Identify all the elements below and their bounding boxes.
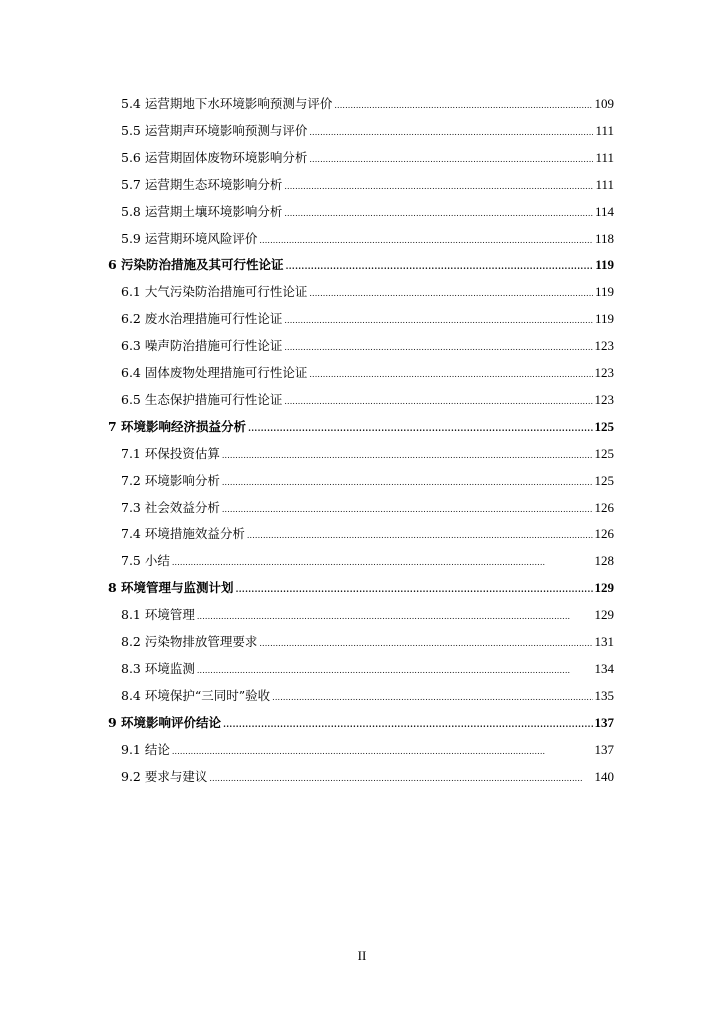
toc-entry-page-number: 123 (594, 338, 614, 354)
toc-entry-title: 5.8 运营期土壤环境影响分析 (121, 203, 283, 219)
toc-entry-page-number: 125 (594, 418, 614, 434)
toc-dot-leader (222, 473, 593, 491)
toc-entry-page-number: 114 (594, 203, 614, 219)
toc-entry-page-number: 128 (594, 553, 614, 569)
toc-section-entry[interactable] (121, 526, 614, 544)
toc-entry-title: 8 环境管理与监测计划 (108, 580, 234, 596)
toc-entry-title: 7.2 环境影响分析 (121, 472, 220, 488)
toc-entry-title: 5.4 运营期地下水环境影响预测与评价 (121, 96, 333, 111)
toc-entry-page-number: 119 (595, 257, 614, 273)
toc-dot-leader (284, 177, 593, 195)
toc-dot-leader (172, 553, 593, 571)
toc-section-entry[interactable] (121, 284, 614, 302)
toc-entry-page-number: 137 (594, 714, 614, 730)
toc-dot-leader (309, 150, 593, 168)
toc-entry-title: 8.1 环境管理 (121, 607, 195, 623)
toc-section-entry[interactable] (121, 742, 614, 760)
toc-dot-leader (222, 446, 593, 464)
toc-entry-title: 8.3 环境监测 (121, 660, 195, 676)
toc-entry-title: 7 环境影响经济损益分析 (108, 418, 247, 434)
toc-section-entry[interactable] (121, 661, 614, 679)
toc-entry-page-number: 126 (594, 499, 614, 515)
toc-dot-leader (209, 769, 592, 787)
toc-entry-title: 5.5 运营期声环境影响预测与评价 (121, 122, 308, 138)
toc-section-entry[interactable] (121, 365, 614, 383)
toc-section-entry[interactable] (121, 446, 614, 464)
toc-section-entry[interactable] (121, 123, 614, 141)
toc-entry-title: 6.2 废水治理措施可行性论证 (121, 311, 283, 327)
toc-dot-leader (222, 500, 593, 518)
toc-entry-page-number: 118 (594, 230, 614, 246)
toc-entry-title: 7.5 小结 (121, 553, 170, 569)
toc-entry-page-number: 119 (594, 284, 614, 300)
toc-entry-title: 7.4 环境措施效益分析 (121, 526, 245, 542)
toc-entry-title: 6 污染防治措施及其可行性论证 (108, 257, 284, 273)
toc-dot-leader (284, 311, 593, 329)
toc-chapter-entry[interactable] (108, 715, 614, 732)
toc-section-entry[interactable] (121, 688, 614, 706)
toc-dot-leader (286, 257, 594, 274)
toc-dot-leader (284, 338, 592, 356)
toc-entry-page-number: 131 (594, 634, 614, 649)
toc-dot-leader (172, 742, 593, 760)
toc-dot-leader (197, 607, 593, 625)
toc-dot-leader (309, 284, 593, 302)
page-number: II (357, 948, 367, 963)
toc-entry-page-number: 137 (594, 741, 614, 757)
toc-entry-title: 9.2 要求与建议 (121, 768, 208, 784)
toc-dot-leader (197, 661, 593, 679)
toc-entry-page-number: 111 (595, 176, 614, 192)
toc-entry-page-number: 123 (594, 391, 614, 407)
toc-dot-leader (334, 96, 592, 114)
toc-entry-page-number: 125 (594, 472, 614, 488)
toc-entry-title: 5.6 运营期固体废物环境影响分析 (121, 149, 308, 165)
toc-entry-page-number: 111 (595, 122, 614, 138)
toc-section-entry[interactable] (121, 500, 614, 518)
toc-entry-page-number: 129 (594, 580, 614, 596)
toc-section-entry[interactable] (121, 96, 614, 114)
toc-section-entry[interactable] (121, 769, 614, 787)
toc-chapter-entry[interactable] (108, 257, 614, 274)
toc-entry-page-number: 135 (594, 687, 614, 703)
toc-entry-title: 6.5 生态保护措施可行性论证 (121, 391, 283, 407)
toc-entry-page-number: 140 (594, 768, 614, 784)
toc-dot-leader (248, 419, 592, 436)
toc-section-entry[interactable] (121, 634, 614, 652)
toc-section-entry[interactable] (121, 311, 614, 329)
toc-entry-title: 5.9 运营期环境风险评价 (121, 230, 258, 246)
toc-dot-leader (236, 580, 593, 597)
toc-section-entry[interactable] (121, 473, 614, 491)
toc-entry-page-number: 125 (594, 445, 614, 461)
toc-entry-page-number: 129 (594, 607, 614, 623)
toc-dot-leader (284, 204, 593, 222)
toc-entry-title: 7.3 社会效益分析 (121, 499, 220, 515)
toc-entry-title: 5.7 运营期生态环境影响分析 (121, 176, 283, 192)
toc-dot-leader (272, 688, 592, 706)
toc-entry-title: 6.4 固体废物处理措施可行性论证 (121, 365, 308, 380)
toc-entry-page-number: 111 (595, 149, 614, 165)
toc-dot-leader (309, 123, 593, 141)
toc-entry-title: 9.1 结论 (121, 741, 170, 757)
toc-chapter-entry[interactable] (108, 419, 614, 436)
toc-entry-page-number: 123 (594, 365, 614, 380)
toc-section-entry[interactable] (121, 231, 614, 249)
toc-section-entry[interactable] (121, 553, 614, 571)
toc-dot-leader (247, 526, 593, 544)
toc-entry-title: 6.3 噪声防治措施可行性论证 (121, 338, 283, 354)
toc-section-entry[interactable] (121, 150, 614, 168)
toc-dot-leader (309, 365, 592, 383)
toc-dot-leader (259, 634, 592, 652)
toc-entry-page-number: 134 (594, 660, 614, 676)
toc-entry-title: 9 环境影响评价结论 (108, 714, 222, 730)
toc-entry-page-number: 119 (594, 311, 614, 327)
toc-dot-leader (223, 715, 592, 732)
toc-entry-title: 6.1 大气污染防治措施可行性论证 (121, 284, 308, 300)
toc-chapter-entry[interactable] (108, 580, 614, 597)
toc-entry-page-number: 126 (594, 526, 614, 542)
toc-section-entry[interactable] (121, 204, 614, 222)
toc-entry-title: 8.2 污染物排放管理要求 (121, 634, 258, 649)
toc-section-entry[interactable] (121, 338, 614, 356)
toc-dot-leader (284, 392, 592, 410)
toc-section-entry[interactable] (121, 607, 614, 625)
toc-entry-title: 8.4 环境保护“三同时”验收 (121, 687, 271, 703)
toc-entry-page-number: 109 (594, 96, 614, 111)
toc-section-entry[interactable] (121, 177, 614, 195)
toc-section-entry[interactable] (121, 392, 614, 410)
toc-entry-title: 7.1 环保投资估算 (121, 445, 220, 461)
toc-dot-leader (259, 231, 593, 249)
